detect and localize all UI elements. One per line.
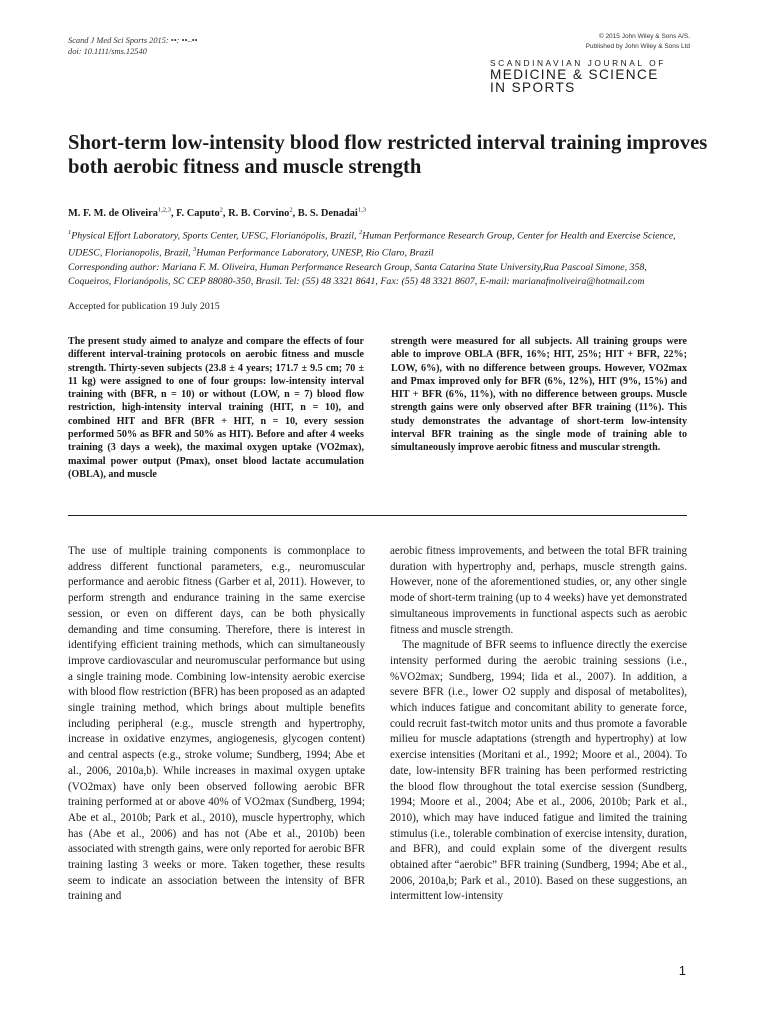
abstract-left: The present study aimed to analyze and compare the effects of four different interval-training protocols on aerobic fitness and muscle strength. Thirty-seven subjects (23.8 ± 4 years; 171.7 ± 9.5 cm; 70 ± 11 kg) were assigned to one of four groups: low-intensity interval training with (BFR, n = 10) or without (LOW, n = 7) blood flow restriction, high-intensity interval training (HIT, n = 10), and combined HIT and BFR (BFR + HIT, n = 10, every session performed 50% as BFR and 50% as HIT). Before and after 4 weeks training (3 days a week), the maximal oxygen uptake (VO2max), maximal power output (Pmax), onset blood lactate accumulation (OBLA), and muscle: [68, 336, 364, 480]
affiliation-3: Human Performance Laboratory, UNESP, Rio Claro, Brazil: [196, 247, 434, 259]
citation: Scand J Med Sci Sports 2015: ••: ••–••: [68, 36, 198, 45]
journal-line-2: MEDICINE & SCIENCE: [490, 67, 659, 82]
body-column-right: [390, 544, 687, 905]
publisher: Published by John Wiley & Sons Ltd: [585, 43, 690, 50]
affiliation-2: Human Performance Research Group, Center for Health and Exercise Science, UDESC, Florianopolis, Brazil,: [68, 230, 676, 259]
body-column-left: The use of multiple training components is commonplace to address different functional parameters, e.g., neuromuscular performance and aerobic fitness (Garber et al, 2011). However, to perform strength and endurance training in the same exercise session, or even on different days, can be both physically demanding and time consuming. Therefore, there is interest in identifying efficient training methods, which can simultaneously improve cardiovascular and neuromuscular performance but using a single training mode. Combining low-intensity aerobic exercise with blood flow restriction (BFR) has been proposed as an adapted single training method, which brings about multiple benefits including peripheral (e.g., muscle strength and hypertrophy, increase in oxidative enzymes, angiogenesis, glycogen content) and central aspects (e.g., stroke volume; Sundberg, 1994; Abe et al., 2006, 2010a,b). While increases in maximal oxygen uptake (VO2max) have only been observed following aerobic BFR training performed at or above 40% of VO2max (Sundberg, 1994; Abe et al., 2010b; Park et al., 2010), muscle hypertrophy, which has (Abe et al., 2006) and has not (Abe et al., 2010b) been associated with strength gains, were only reported for aerobic BFR training lasting 3 weeks or more. Taken together, these results seem to indicate an association between the intensity of BFR training and: [68, 545, 366, 903]
author: B. S. Denadai$^{1,3}$: [297, 207, 366, 220]
section-divider: [68, 515, 687, 516]
journal-line-3: IN SPORTS: [490, 80, 576, 95]
affiliations: $^1$Physical Effort Laboratory, Sports Center, UFSC, Florianópolis, Brazil, $^2$Human Performance Research Group, Center for Health and Exercise Science, UDESC, Florianopolis, Brazil, $^3$Human Performance Laboratory, UNESP, Rio Claro, Brazil Corresponding author: Mariana F. M. Oliveira, Human Performance Research Group, Santa Catarina State University,Rua Pascoal Simone, 358, Coqueiros, Florianópolis, SC CEP 88080-350, Brasil. Tel: (55) 48 3321 8641, Fax: (55) 48 3321 8607, E-mail: marianafmoliveira@hotmail.com: [68, 229, 676, 287]
journal-logo: [490, 58, 690, 94]
affiliation-1: Physical Effort Laboratory, Sports Center, UFSC, Florianópolis, Brazil,: [71, 230, 359, 242]
paragraph: aerobic fitness improvements, and between the total BFR training duration with hypertrophy and, perhaps, muscle strength gains. However, none of the aforementioned studies, or, any other single mode of short-term training (up to 4 weeks) have yet demonstrated simultaneous improvements in functional aspects such as aerobic fitness and muscle strength.: [390, 545, 687, 636]
corresponding-author: Corresponding author: Mariana F. M. Oliveira, Human Performance Research Group, Santa Catarina State University,Rua Pascoal Simone, 358, Coqueiros, Florianópolis, SC CEP 88080-350, Brasil. Tel: (55) 48 3321 8641, Fax: (55) 48 3321 8607, E-mail: marianafmoliveira@hotmail.com: [68, 261, 647, 287]
citation-header: [68, 36, 197, 57]
accepted-date: Accepted for publication 19 July 2015: [68, 301, 220, 312]
publisher-header: [490, 32, 690, 52]
author: R. B. Corvino$^2$,: [228, 207, 298, 220]
author: F. Caputo$^2$,: [176, 207, 229, 220]
doi-link[interactable]: doi: 10.1111/sms.12540: [68, 46, 147, 56]
abstract-right: strength were measured for all subjects. All training groups were able to improve OBLA (BFR, 16%; HIT, 25%; HIT + BFR, 22%; LOW, 6%), with no difference between groups. However, VO2max and Pmax improved only for BFR (6%, 12%), HIT (9%, 15%) and HIT + BFR (6%, 11%), with no difference between groups. Muscle strength gains were only observed after BFR training (11%). This study demonstrates the advantage of short-term low-intensity interval BFR training as the single mode of training able to simultaneously improve aerobic fitness and muscular strength.: [391, 336, 687, 454]
author: M. F. M. de Oliveira$^{1,2,3}$,: [68, 207, 177, 220]
page-number: 1: [678, 963, 686, 978]
paragraph: The magnitude of BFR seems to influence directly the exercise intensity performed during the aerobic training sessions (i.e., %VO2max; Sundberg, 1994; Iida et al., 2007). In addition, a severe BFR (i.e., lower O2 supply and disposal of metabolites), which induces fatigue and concomitant ability to generate force, could recruit fast-twitch motor units and thus promote a favorable milieu for muscle adaptations (strength and hypertrophy) at low exercise intensities (Moritani et al., 1992; Moore et al., 2004). To date, low-intensity BFR training has been performed restricting the blood flow throughout the total exercise session (Sundberg, 1994; Moore et al., 2004; Abe et al., 2006, 2010b; Park et al., 2010), which may have induced fatigue and limited the training stimulus (i.e., tolerable combination of exercise intensity, duration, and BFR), and could explain some of the divergent results obtained after “aerobic” BFR training (Sundberg, 1994; Abe et al., 2006, 2010a,b; Park et al., 2010). Based on these suggestions, an intermittent low-intensity: [390, 639, 687, 903]
article-title: Short-term low-intensity blood flow restricted interval training improves both aerobic fitness and muscle strength: [68, 132, 708, 178]
journal-line-1: SCANDINAVIAN JOURNAL OF: [490, 58, 666, 68]
author-list: [68, 207, 688, 219]
copyright: © 2015 John Wiley & Sons A/S.: [598, 33, 690, 40]
